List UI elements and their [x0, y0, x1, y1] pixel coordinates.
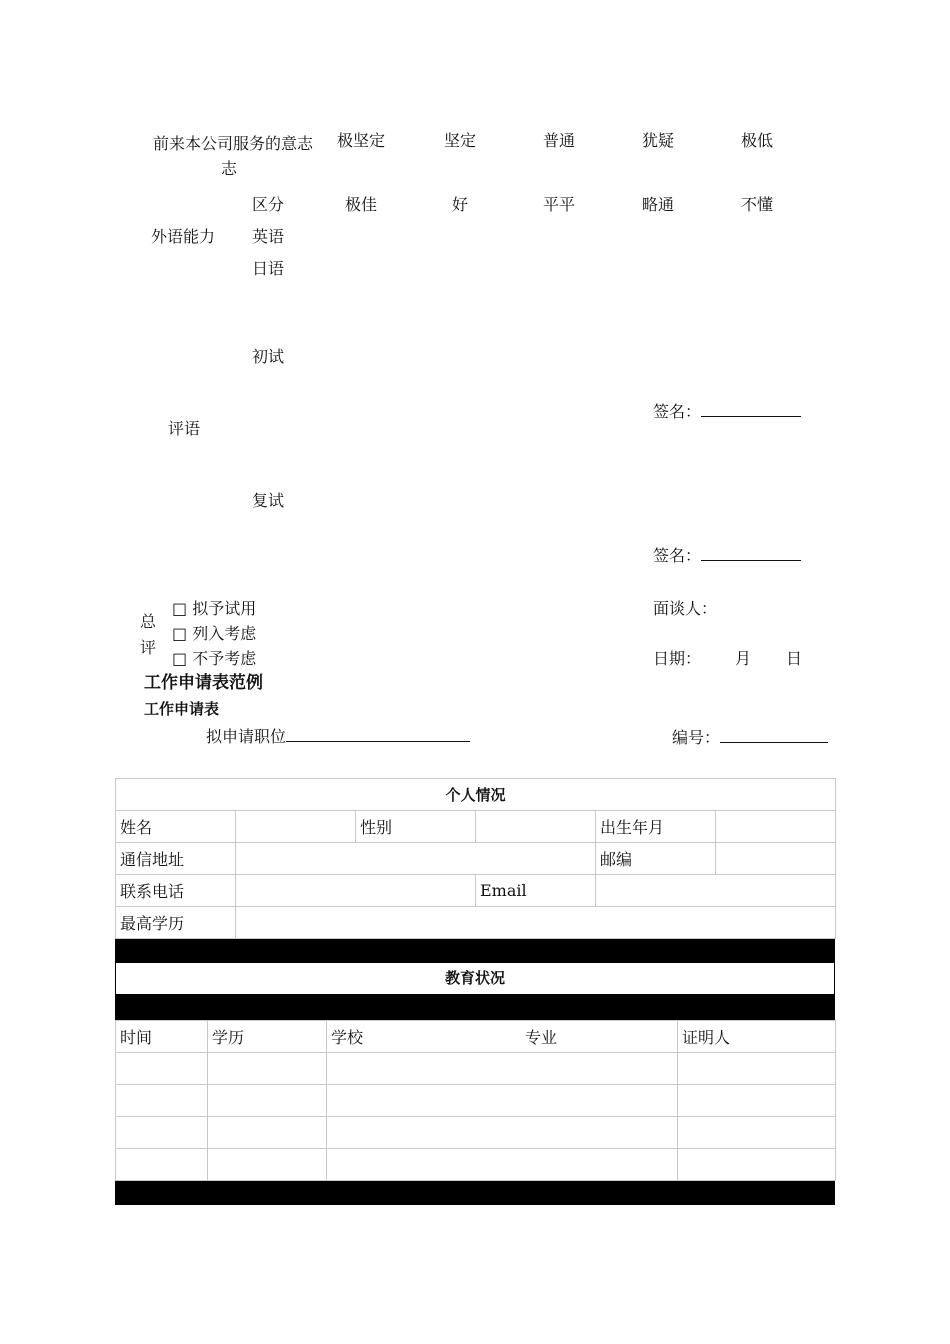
will-option: 极坚定	[337, 131, 386, 150]
signature-line[interactable]	[701, 402, 801, 417]
first-signature[interactable]	[653, 402, 801, 422]
col-referee: 证明人	[678, 1021, 836, 1053]
gender-label: 性别	[356, 811, 476, 843]
will-option: 极低	[741, 131, 774, 150]
personal-info-table	[115, 778, 836, 939]
table-row	[116, 1021, 836, 1053]
table-cell[interactable]	[327, 1117, 678, 1149]
will-option: 坚定	[444, 131, 477, 150]
address-value[interactable]	[236, 843, 596, 875]
education-level-label: 最高学历	[116, 907, 236, 939]
education-table	[115, 1020, 836, 1181]
language-label: 外语能力	[151, 227, 216, 246]
address-label: 通信地址	[116, 843, 236, 875]
table-cell[interactable]	[327, 1053, 678, 1085]
table-cell[interactable]	[678, 1053, 836, 1085]
comments-label: 评语	[168, 419, 201, 438]
table-row	[116, 1053, 836, 1085]
col-school-major	[327, 1021, 678, 1053]
will-option: 犹疑	[642, 131, 675, 150]
date-label: 日期：	[653, 649, 702, 668]
table-cell[interactable]	[678, 1085, 836, 1117]
gender-value[interactable]	[476, 811, 596, 843]
number-field[interactable]	[672, 728, 828, 748]
summary-option-reject[interactable]: □ 不予考虑	[172, 649, 257, 668]
personal-header: 个人情况	[116, 779, 836, 811]
summary-option-consider[interactable]: □ 列入考虑	[172, 624, 257, 643]
section-divider	[115, 939, 835, 962]
table-cell[interactable]	[208, 1053, 327, 1085]
table-cell[interactable]	[116, 1117, 208, 1149]
date-month: 月	[735, 649, 752, 668]
form-subtitle: 工作申请表	[144, 700, 220, 718]
language-grade: 略通	[642, 195, 675, 214]
summary-option-trial[interactable]: □ 拟予试用	[172, 599, 257, 618]
table-row	[116, 811, 836, 843]
table-cell[interactable]	[116, 1085, 208, 1117]
section-divider	[115, 1181, 835, 1205]
table-cell[interactable]	[327, 1085, 678, 1117]
phone-label: 联系电话	[116, 875, 236, 907]
will-label-tail: 志	[221, 159, 238, 178]
position-label: 拟申请职位	[206, 727, 287, 746]
will-label: 前来本公司服务的意志	[153, 134, 314, 153]
second-signature[interactable]	[653, 546, 801, 566]
table-cell[interactable]	[208, 1085, 327, 1117]
postcode-value[interactable]	[716, 843, 836, 875]
page-title: 工作申请表范例	[144, 673, 263, 693]
language-row-english: 英语	[252, 227, 285, 246]
email-label: Email	[476, 875, 596, 907]
summary-label-2: 评	[140, 638, 157, 657]
number-label: 编号：	[672, 728, 721, 747]
will-option: 普通	[543, 131, 576, 150]
language-grade: 平平	[543, 195, 576, 214]
summary-label-1: 总	[140, 612, 157, 631]
name-label: 姓名	[116, 811, 236, 843]
signature-line[interactable]	[701, 546, 801, 561]
table-cell[interactable]	[208, 1149, 327, 1181]
table-row	[116, 1117, 836, 1149]
position-line[interactable]	[286, 727, 470, 742]
education-level-value[interactable]	[236, 907, 836, 939]
second-interview-label: 复试	[252, 491, 285, 510]
col-school: 学校	[331, 1028, 364, 1047]
table-row	[116, 907, 836, 939]
section-divider	[115, 995, 835, 1020]
language-grade: 好	[452, 195, 469, 214]
education-header: 教育状况	[115, 962, 835, 995]
birth-label: 出生年月	[596, 811, 716, 843]
table-row	[116, 843, 836, 875]
table-cell[interactable]	[327, 1149, 678, 1181]
language-grade: 不懂	[741, 195, 774, 214]
birth-value[interactable]	[716, 811, 836, 843]
table-row	[116, 779, 836, 811]
language-row-japanese: 日语	[252, 259, 285, 278]
language-head: 区分	[252, 195, 285, 214]
col-major: 专业	[525, 1028, 558, 1047]
first-interview-label: 初试	[252, 347, 285, 366]
signature-label: 签名：	[653, 402, 702, 421]
col-degree: 学历	[208, 1021, 327, 1053]
table-cell[interactable]	[678, 1117, 836, 1149]
table-cell[interactable]	[116, 1149, 208, 1181]
table-row	[116, 875, 836, 907]
table-cell[interactable]	[116, 1053, 208, 1085]
table-cell[interactable]	[678, 1149, 836, 1181]
table-row	[116, 1149, 836, 1181]
interviewer-label: 面谈人：	[653, 599, 718, 618]
table-cell[interactable]	[208, 1117, 327, 1149]
number-line[interactable]	[720, 728, 828, 743]
postcode-label: 邮编	[596, 843, 716, 875]
position-field[interactable]	[206, 727, 470, 747]
table-row	[116, 1085, 836, 1117]
signature-label: 签名：	[653, 546, 702, 565]
col-time: 时间	[116, 1021, 208, 1053]
name-value[interactable]	[236, 811, 356, 843]
date-day: 日	[786, 649, 803, 668]
language-grade: 极佳	[345, 195, 378, 214]
phone-value[interactable]	[236, 875, 476, 907]
email-value[interactable]	[596, 875, 836, 907]
